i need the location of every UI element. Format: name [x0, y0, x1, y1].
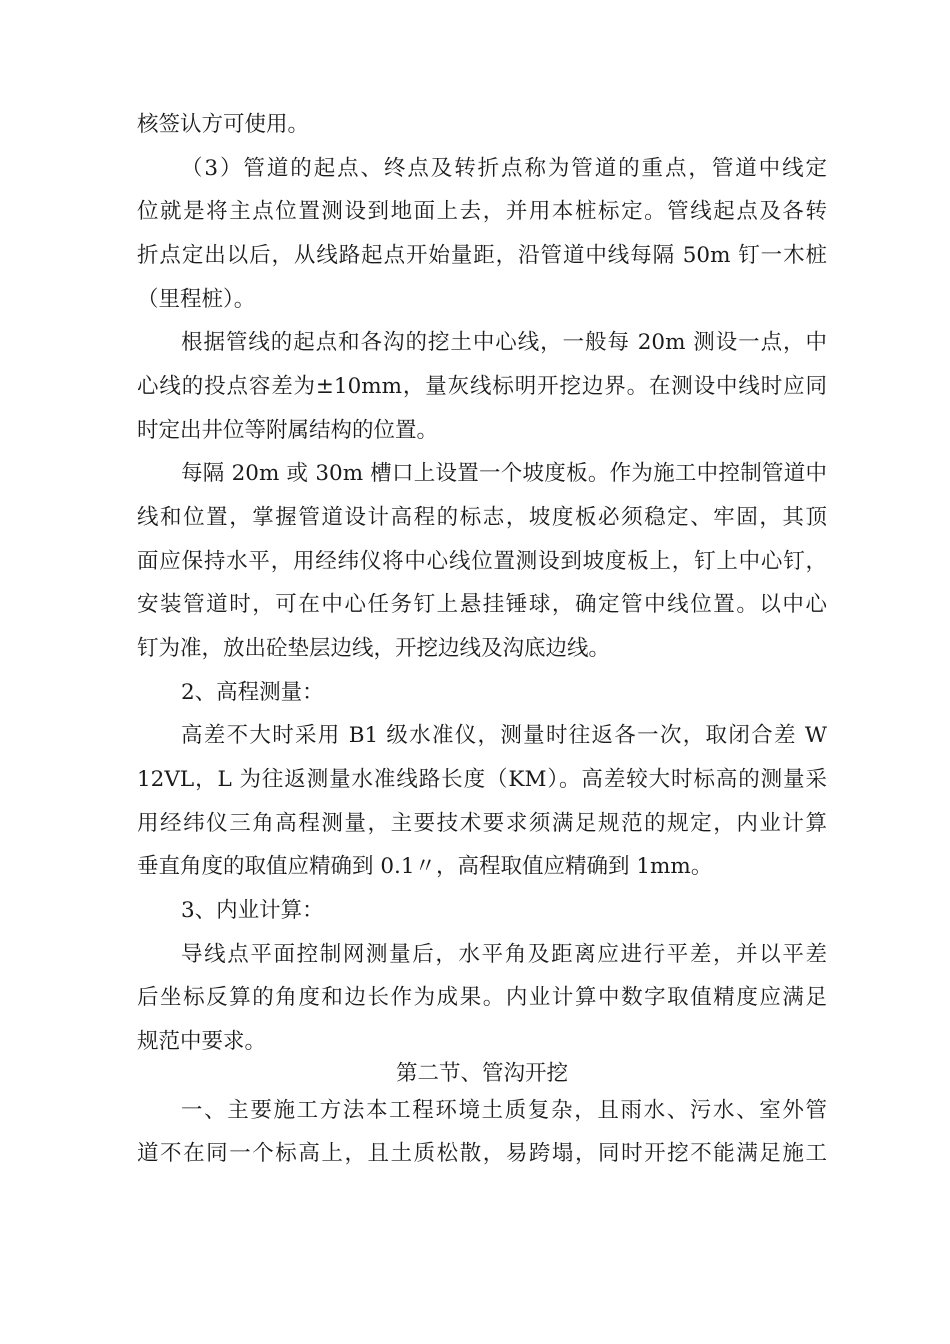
paragraph-line: 钉为准，放出砼垫层边线，开挖边线及沟底边线。: [137, 636, 611, 661]
subheading: 3、内业计算：: [181, 898, 324, 923]
paragraph-line: 核签认方可使用。: [137, 112, 310, 137]
paragraph-line: 线和位置，掌握管道设计高程的标志，坡度板必须稳定、牢固，其顶: [137, 505, 827, 530]
paragraph-line: 根据管线的起点和各沟的挖土中心线，一般每 20m 测设一点，中: [181, 330, 827, 355]
paragraph-line: 位就是将主点位置测设到地面上去，并用本桩标定。管线起点及各转: [137, 199, 827, 224]
paragraph-line: 折点定出以后，从线路起点开始量距，沿管道中线每隔 50m 钉一木桩: [137, 243, 827, 268]
paragraph-line: 心线的投点容差为±10mm，量灰线标明开挖边界。在测设中线时应同: [137, 374, 827, 399]
paragraph-line: 用经纬仪三角高程测量，主要技术要求须满足规范的规定，内业计算: [137, 811, 827, 836]
paragraph-line: 高差不大时采用 B1 级水准仪，测量时往返各一次，取闭合差 W: [181, 723, 827, 748]
paragraph-line: 安装管道时，可在中心任务钉上悬挂锤球，确定管中线位置。以中心: [137, 592, 827, 617]
paragraph-line: （里程桩）。: [137, 287, 256, 312]
paragraph-line: 后坐标反算的角度和边长作为成果。内业计算中数字取值精度应满足: [137, 985, 827, 1010]
subheading: 2、高程测量：: [181, 680, 324, 705]
paragraph-line: 时定出井位等附属结构的位置。: [137, 418, 439, 443]
section-title: 第二节、管沟开挖: [395, 1061, 568, 1086]
paragraph-line: 面应保持水平，用经纬仪将中心线位置测设到坡度板上，钉上中心钉，: [137, 549, 827, 574]
paragraph-line: （3）管道的起点、终点及转折点称为管道的重点，管道中线定: [181, 156, 827, 181]
paragraph-line: 每隔 20m 或 30m 槽口上设置一个坡度板。作为施工中控制管道中: [181, 461, 827, 486]
paragraph-line: 一、主要施工方法本工程环境土质复杂，且雨水、污水、室外管: [181, 1098, 827, 1123]
paragraph-line: 道不在同一个标高上，且土质松散，易跨塌，同时开挖不能满足施工: [137, 1141, 827, 1166]
paragraph-line: 规范中要求。: [137, 1029, 267, 1054]
paragraph-line: 12VL，L 为往返测量水准线路长度（KM）。高差较大时标高的测量采: [137, 767, 827, 792]
paragraph-line: 导线点平面控制网测量后，水平角及距离应进行平差，并以平差: [181, 942, 827, 967]
paragraph-line: 垂直角度的取值应精确到 0.1〃，高程取值应精确到 1mm。: [137, 854, 713, 879]
